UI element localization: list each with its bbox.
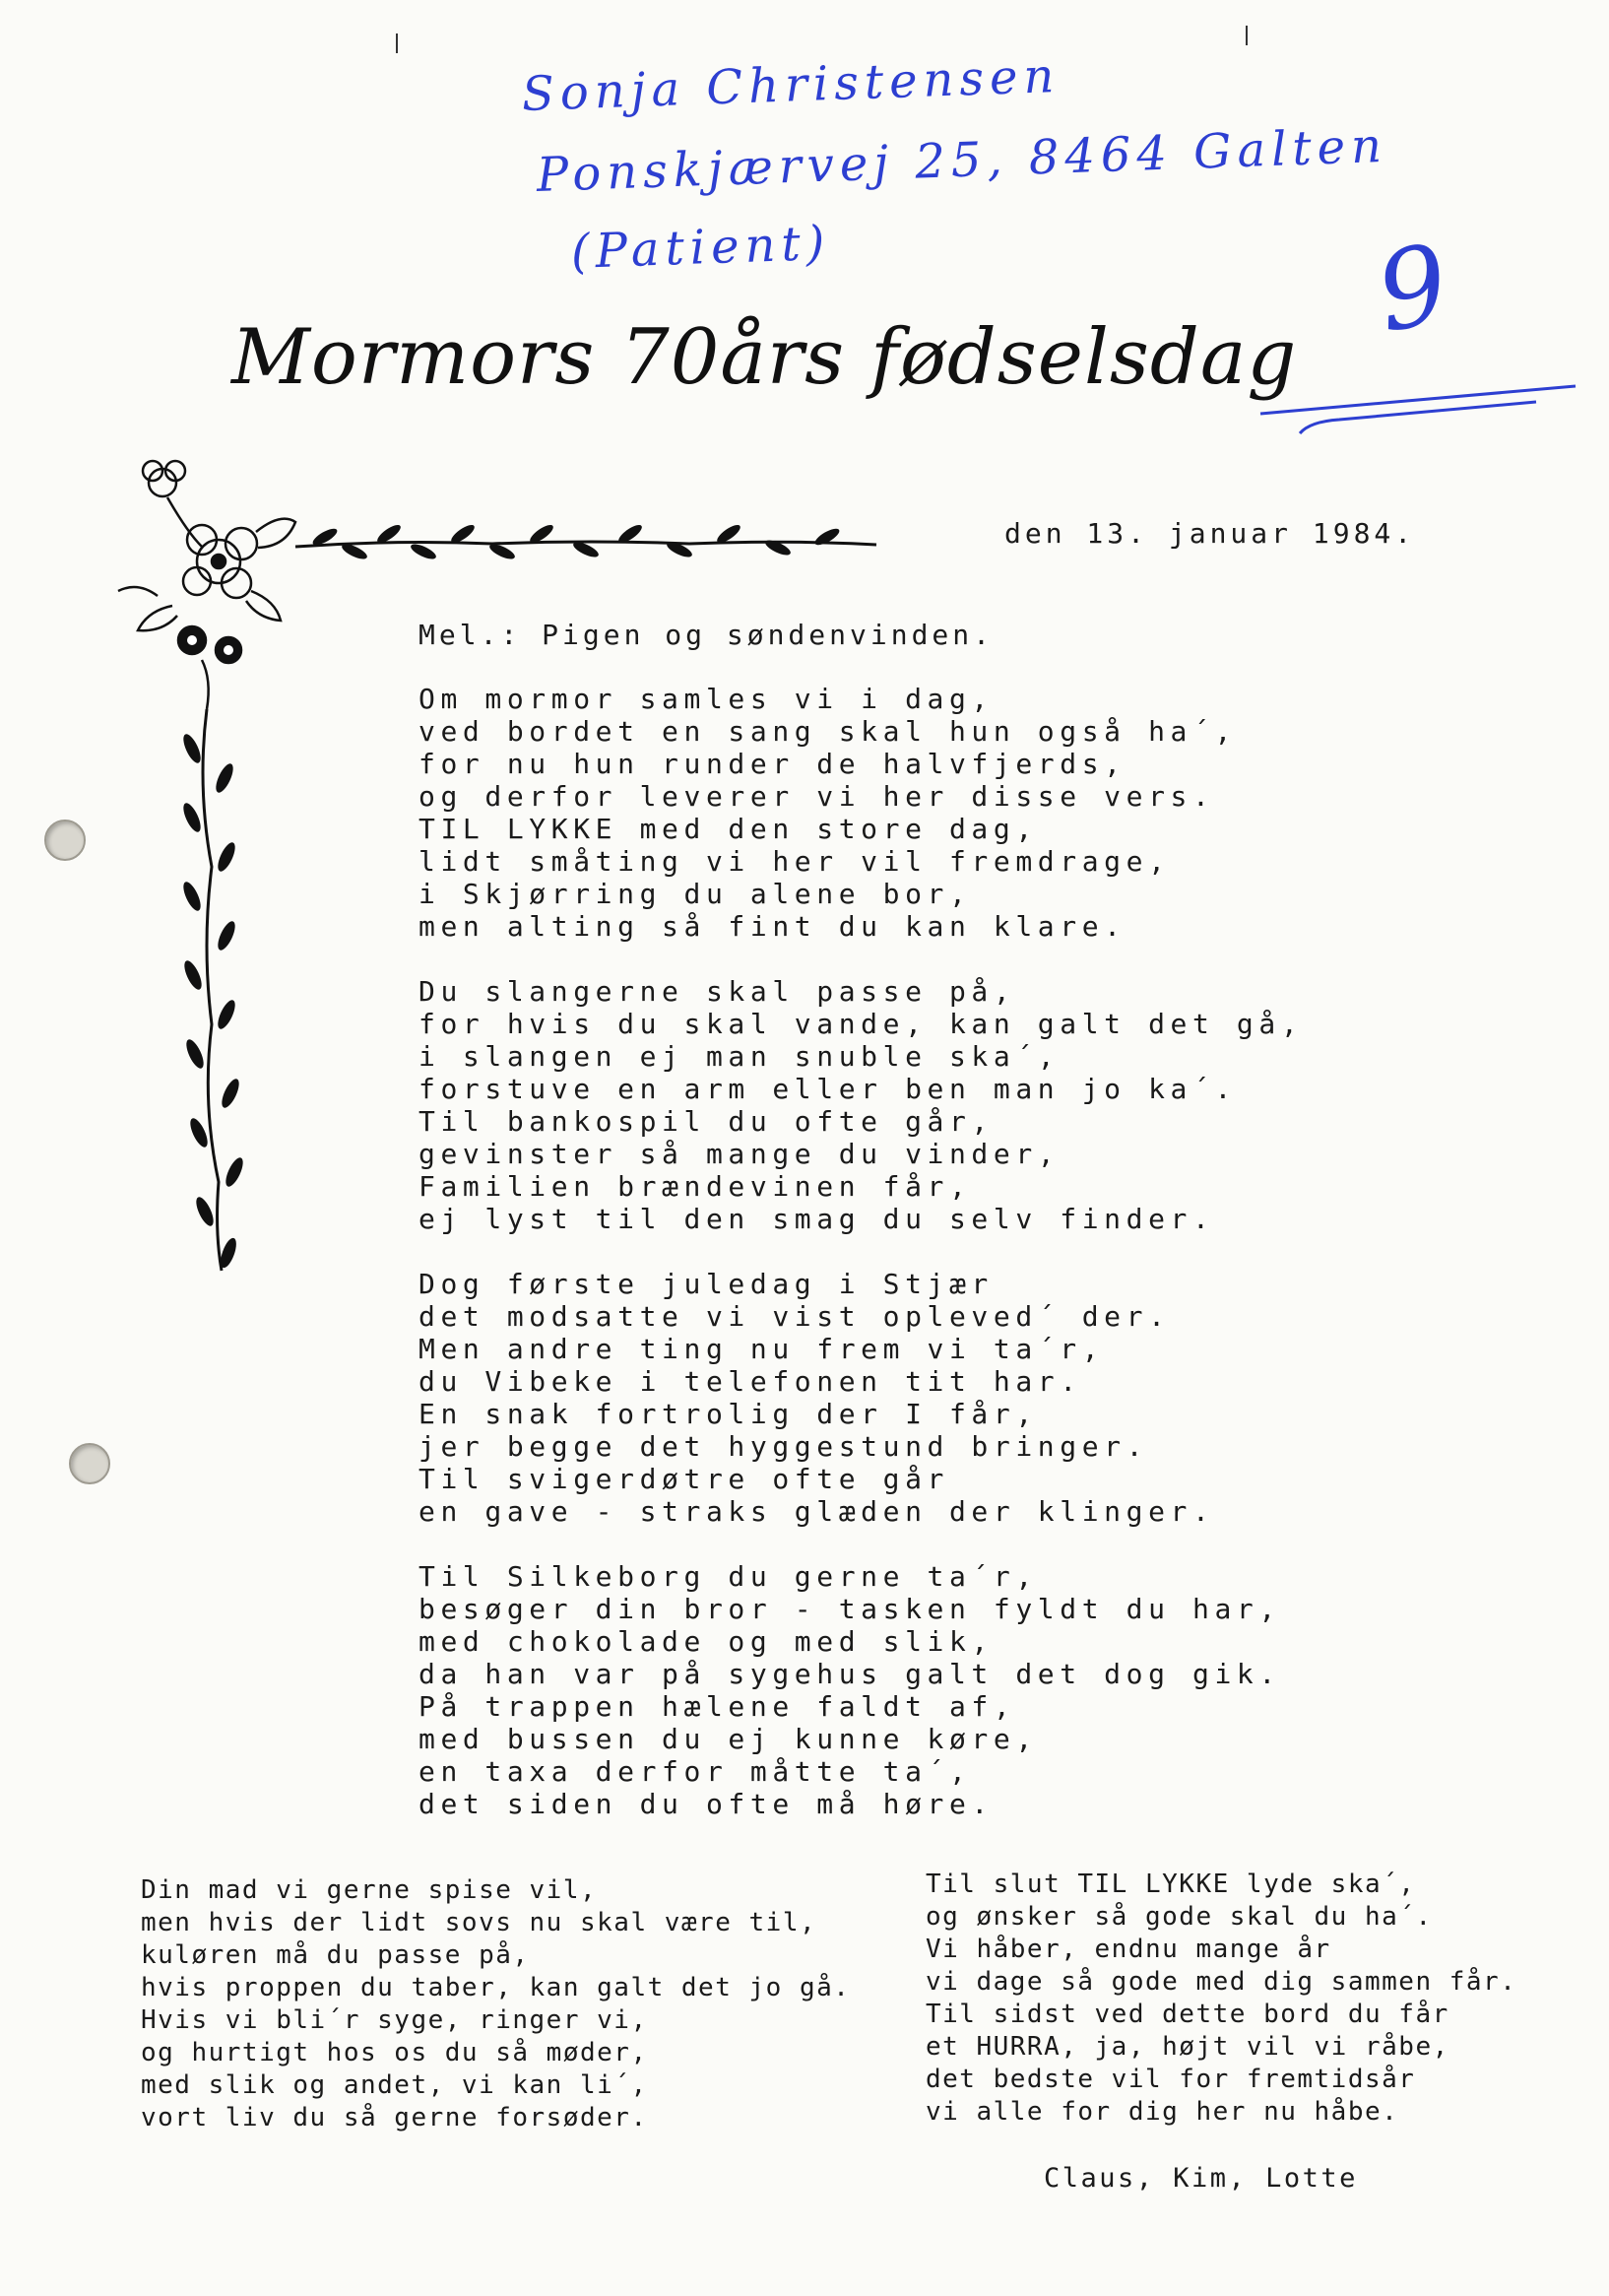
verse-line: med bussen du ej kunne køre, bbox=[418, 1723, 1038, 1755]
verse bbox=[418, 1560, 1303, 1820]
verse-line: gevinster så mange du vinder, bbox=[418, 1138, 1061, 1170]
verse-line: Om mormor samles vi i dag, bbox=[418, 683, 994, 715]
verse-line: Dog første juledag i Stjær bbox=[418, 1268, 994, 1300]
melody-line: Mel.: Pigen og søndenvinden. bbox=[418, 619, 995, 651]
verse-line: Men andre ting nu frem vi ta´r, bbox=[418, 1333, 1105, 1365]
verse-line: det modsatte vi vist opleved´ der. bbox=[418, 1300, 1171, 1333]
verse-line: og derfor leverer vi her disse vers. bbox=[418, 780, 1215, 813]
verse-line: i slangen ej man snuble ska´, bbox=[418, 1040, 1061, 1073]
verse-line: Til Silkeborg du gerne ta´r, bbox=[418, 1560, 1038, 1593]
verse-line: ej lyst til den smag du selv finder. bbox=[418, 1203, 1215, 1235]
verse-line: en gave - straks glæden der klinger. bbox=[418, 1495, 1215, 1528]
verse-line: Familien brændevinen får, bbox=[418, 1170, 972, 1203]
verse-line: for nu hun runder de halvfjerds, bbox=[418, 748, 1126, 780]
verse-line: Du slangerne skal passe på, bbox=[418, 975, 1016, 1008]
verse bbox=[418, 683, 1303, 943]
verse-line: og hurtigt hos os du så møder, bbox=[141, 2038, 648, 2067]
verse-line: med slik og andet, vi kan li´, bbox=[141, 2070, 648, 2100]
verse-line: Din mad vi gerne spise vil, bbox=[141, 1875, 598, 1905]
verse-line: forstuve en arm eller ben man jo ka´. bbox=[418, 1073, 1237, 1105]
verse-line: jer begge det hyggestund bringer. bbox=[418, 1430, 1149, 1463]
verse-line: du Vibeke i telefonen tit har. bbox=[418, 1365, 1082, 1398]
handwritten-name: Sonja Christensen bbox=[521, 47, 1062, 122]
verse-line: det bedste vil for fremtidsår bbox=[926, 2065, 1416, 2094]
verse-line: et HURRA, ja, højt vil vi råbe, bbox=[926, 2032, 1449, 2062]
verse-line: hvis proppen du taber, kan galt det jo gå. bbox=[141, 1973, 851, 2002]
page-title: Mormors 70års fødselsdag bbox=[231, 313, 1298, 402]
verse-line: vi dage så gode med dig sammen får. bbox=[926, 1967, 1517, 1997]
verse-line: ved bordet en sang skal hun også ha´, bbox=[418, 715, 1237, 748]
verse-line: for hvis du skal vande, kan galt det gå, bbox=[418, 1008, 1304, 1040]
verse-line: Til sidst ved dette bord du får bbox=[926, 2000, 1449, 2029]
verse-bottom-left bbox=[141, 1874, 850, 2134]
verse-line: Vi håber, endnu mange år bbox=[926, 1935, 1331, 1964]
verse-bottom-right bbox=[926, 1869, 1516, 2129]
verse-line: vi alle for dig her nu håbe. bbox=[926, 2097, 1399, 2127]
verse-line: med chokolade og med slik, bbox=[418, 1625, 994, 1658]
verse-line: Til bankospil du ofte går, bbox=[418, 1105, 994, 1138]
verse-line: Til svigerdøtre ofte går bbox=[418, 1463, 949, 1495]
verse-line: Hvis vi bli´r syge, ringer vi, bbox=[141, 2005, 648, 2035]
verse-line: TIL LYKKE med den store dag, bbox=[418, 813, 1038, 845]
verse-line: kuløren må du passe på, bbox=[141, 1940, 530, 1970]
verse-line: En snak fortrolig der I får, bbox=[418, 1398, 1038, 1430]
verse-line: Til slut TIL LYKKE lyde ska´, bbox=[926, 1870, 1416, 1899]
verse-line: men hvis der lidt sovs nu skal være til, bbox=[141, 1908, 817, 1937]
song-verses bbox=[418, 683, 1303, 1853]
verse-line: På trappen hælene faldt af, bbox=[418, 1690, 1016, 1723]
verse-line: en taxa derfor måtte ta´, bbox=[418, 1755, 972, 1788]
verse-line: det siden du ofte må høre. bbox=[418, 1788, 994, 1820]
verse-line: besøger din bror - tasken fyldt du har, bbox=[418, 1593, 1281, 1625]
verse bbox=[418, 1268, 1303, 1528]
handwritten-address: Ponskjærvej 25, 8464 Galten bbox=[536, 117, 1388, 203]
punch-hole-bottom bbox=[69, 1443, 110, 1484]
verse-line: vort liv du så gerne forsøder. bbox=[141, 2103, 648, 2132]
document-date: den 13. januar 1984. bbox=[1004, 517, 1416, 550]
handwritten-mark: 9 bbox=[1367, 219, 1463, 358]
verse-line: i Skjørring du alene bor, bbox=[418, 878, 972, 910]
verse-line: men alting så fint du kan klare. bbox=[418, 910, 1126, 943]
verse-line: og ønsker så gode skal du ha´. bbox=[926, 1902, 1433, 1932]
verse bbox=[418, 975, 1303, 1235]
handwritten-note: (Patient) bbox=[570, 215, 832, 280]
verse-line: lidt småting vi her vil fremdrage, bbox=[418, 845, 1171, 878]
verse-line: da han var på sygehus galt det dog gik. bbox=[418, 1658, 1281, 1690]
signature-names: Claus, Kim, Lotte bbox=[1044, 2163, 1358, 2194]
